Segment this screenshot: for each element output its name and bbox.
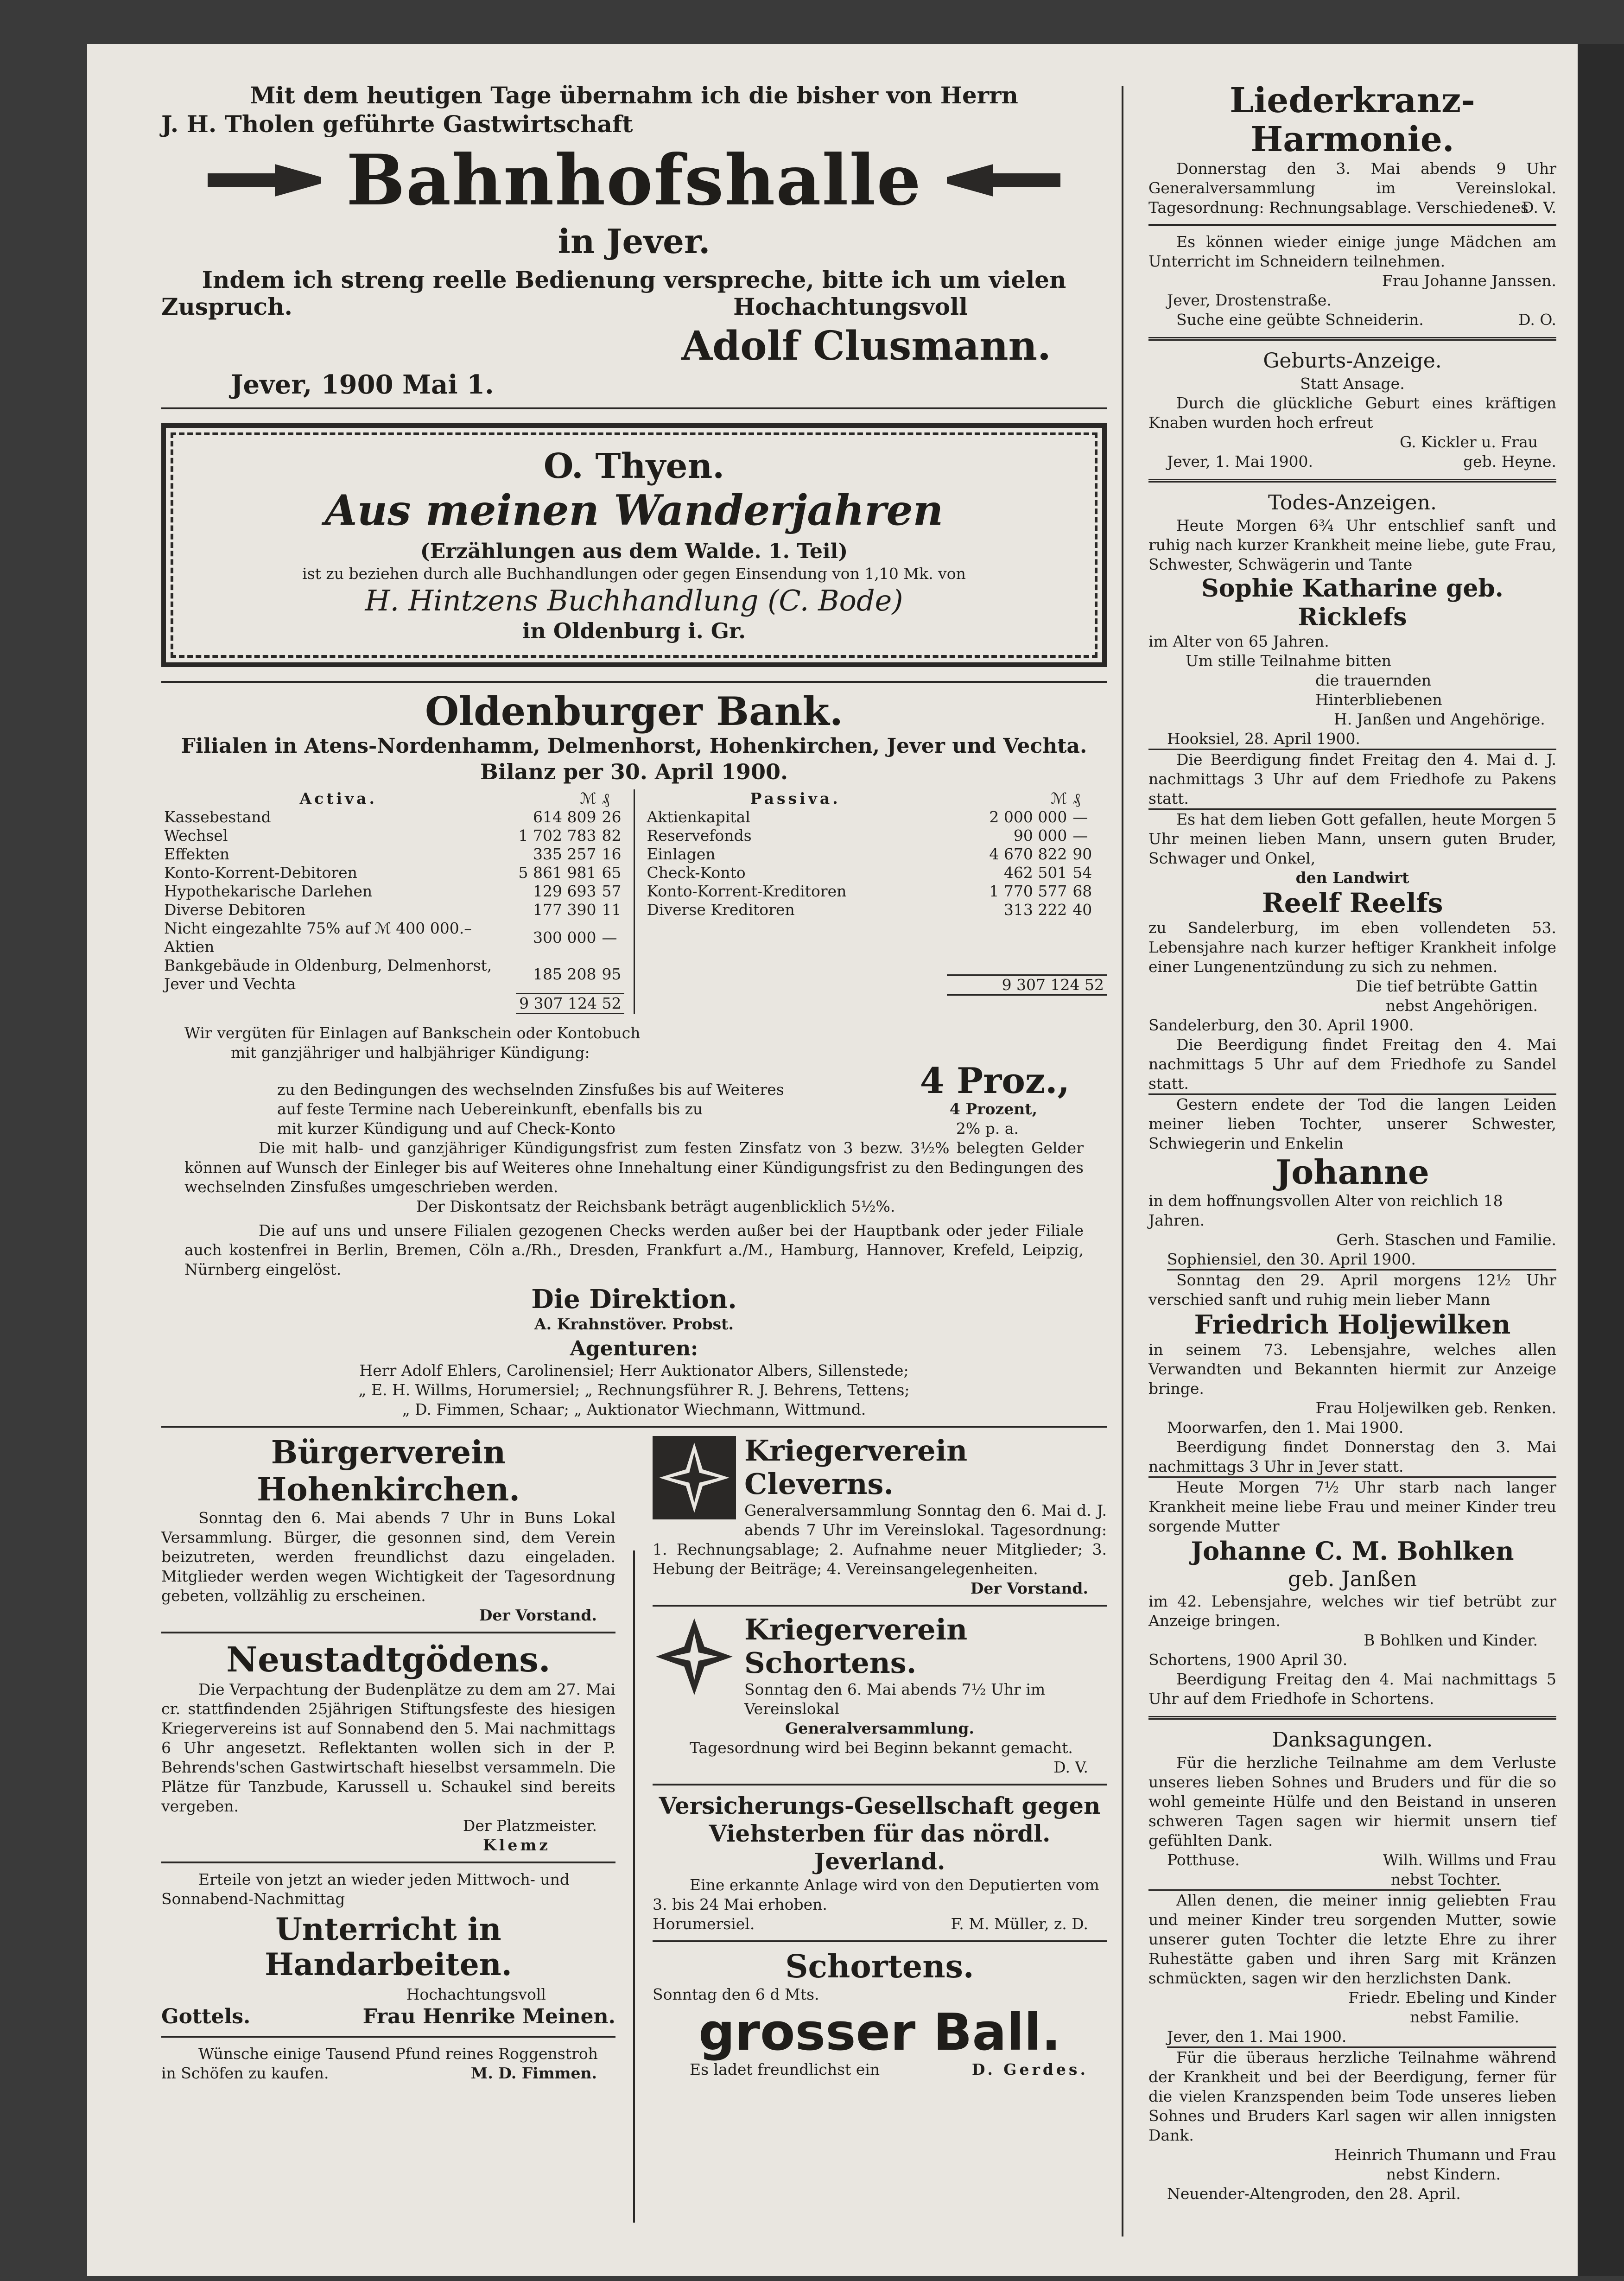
table-row: Kassebestand 614 809 26: [164, 808, 622, 826]
tod4-text: Sonntag den 29. April morgens 12½ Uhr verschied sanft und ruhig mein lieber Mann: [1148, 1271, 1556, 1309]
schneider2-text: Suche eine geübte Schneiderin.: [1176, 311, 1424, 329]
schneider-text: Es können wieder einige junge Mädchen am Unterricht im Schneidern teilnehmen.: [1148, 233, 1556, 270]
separator: [161, 407, 1107, 409]
tod4-text2: in seinem 73. Lebensjahre, welches allen Verwandten und Bekannten hiermit zur Anzeige bringe.: [1148, 1341, 1556, 1398]
bank-balance: [161, 789, 1107, 1014]
tod1-age: im Alter von 65 Jahren.: [1148, 632, 1329, 650]
tod2-text2: zu Sandelerburg, im eben vollendeten 53. Lebensjahre nach kurzer heftiger Krankheit infolge einer Lungenentzündung zu sich zu nehmen.: [1148, 919, 1556, 976]
dank1-text: Für die herzliche Teilnahme am dem Verluste unseres lieben Sohnes und Bruders und für die so wohl gemeinte Hülfe und den Beistand in unseren schweren Tagen sagen wir hiermit unsern tief gefühlten Dank.: [1148, 1754, 1556, 1849]
ball-date: Sonntag den 6 d Mts.: [653, 1985, 819, 2003]
versicherung-sign-row: [653, 1914, 1107, 1934]
lower-right: [634, 1434, 1107, 2083]
bahnhof-text2: Zuspruch.: [161, 293, 292, 320]
table-row: Bankgebäude in Oldenburg, Delmenhorst, Jever und Vechta 185 208 95: [164, 956, 622, 993]
rate-row: [184, 1119, 1084, 1138]
page-edge: [1578, 44, 1624, 2276]
tod5-name: Johanne C. M. Bohlken: [1191, 1536, 1514, 1566]
dank2-sign: Friedr. Ebeling und Kinder: [1348, 1989, 1556, 2007]
table-row: Konto-Korrent-Debitoren 5 861 981 65: [164, 864, 622, 882]
table-row: Diverse Debitoren 177 390 11: [164, 901, 622, 919]
dank2-sign2: nebst Familie.: [1410, 2008, 1519, 2026]
versicherung-place: Horumersiel.: [653, 1914, 755, 1933]
bahnhof-title: Bahnhofshalle: [346, 140, 922, 221]
dank3-date: Neuender-Altengroden, den 28. April.: [1167, 2185, 1461, 2203]
activa-table: [161, 789, 624, 1014]
separator: [161, 1862, 615, 1863]
activa-head: Activa.: [299, 789, 378, 807]
roggenstroh-ad: [161, 2044, 615, 2083]
tod4-sign: Frau Holjewilken geb. Renken.: [1315, 1399, 1556, 1417]
passiva-table: [644, 789, 1107, 996]
bahnhof-line1: Mit dem heutigen Tage übernahm ich die bisher von Herrn: [250, 82, 1018, 109]
tod4-name: Friedrich Holjewilken: [1194, 1309, 1511, 1340]
geburt-date-row: [1148, 452, 1556, 471]
thyen-book-ad: [161, 423, 1107, 667]
bahnhof-name: Adolf Clusmann.: [681, 323, 1051, 369]
activa-column: [161, 789, 635, 1014]
table-row: Aktienkapital 2 000 000 —: [647, 808, 1088, 826]
pointing-hand-right-icon: [205, 155, 326, 206]
lower-left: [161, 1434, 634, 2083]
todes-title: Todes-Anzeigen.: [1268, 491, 1437, 515]
tod3-name: Johanne: [1275, 1152, 1429, 1192]
dank1-row: [1148, 1850, 1556, 1870]
total-row: [161, 993, 624, 1013]
unterricht-title: Unterricht in Handarbeiten.: [265, 1911, 512, 1982]
currency-mark: ℳ: [1051, 789, 1067, 807]
dank1-sign2: nebst Tochter.: [1148, 1870, 1501, 1891]
buerger-text: Sonntag den 6. Mai abends 7 Uhr in Buns Lokal Versammlung. Bürger, die gesonnen sind, dem Verein beizutreten, werden freundlichst dazu eingeladen. Mitglieder werden wegen Wichtigkeit der Tagesordnung gebeten, vollzählig zu erscheinen.: [161, 1508, 615, 1605]
versicherung-sign: F. M. Müller, z. D.: [951, 1914, 1088, 1933]
tod1-text: Heute Morgen 6¾ Uhr entschlief sanft und ruhig nach kurzer Krankheit meine liebe, gute Frau, Schwester, Schwägerin und Tante: [1148, 516, 1556, 573]
unterricht-name: Frau Henrike Meinen.: [362, 2004, 615, 2028]
table-row: Check-Konto 462 501 54: [647, 864, 1092, 882]
bank-text: Die auf uns und unsere Filialen gezogenen Checks werden außer bei der Hauptbank oder jeder Filiale auch kostenfrei in Berlin, Bremen, Cöln a./Rh., Dresden, Frankfurt a./M., Hamburg, Hannover, Krefeld, Leipzig, Nürnberg eingelöst.: [184, 1221, 1084, 1278]
ball-place: Schortens.: [785, 1948, 974, 1985]
bahnhofshalle-ad: [161, 81, 1107, 401]
neustadt-sign-name: Klemz: [483, 1836, 551, 1854]
lower-ads: [161, 1434, 1107, 2083]
tod1-bitte: Um stille Teilnahme bitten: [1186, 652, 1392, 670]
geburt-title: Geburts-Anzeige.: [1263, 349, 1442, 373]
separator: [161, 681, 1107, 683]
tod5-text2: im 42. Lebensjahre, welches wir tief betrübt zur Anzeige bringen.: [1148, 1592, 1556, 1630]
thyen-title: Aus meinen Wanderjahren: [324, 486, 944, 535]
bahnhof-text-row: [161, 294, 1107, 319]
separator: [161, 1426, 1107, 1428]
tod5-sign: B Bohlken und Kinder.: [1364, 1631, 1538, 1649]
bank-text: mit ganzjähriger und halbjähriger Kündigung:: [231, 1043, 590, 1061]
todes-anzeigen: [1148, 490, 1556, 1709]
tod1-name: Sophie Katharine geb. Ricklefs: [1201, 574, 1503, 631]
unterricht-sign-row: [161, 2004, 615, 2029]
unterricht-closing: Hochachtungsvoll: [406, 1985, 546, 2003]
total-row: [644, 975, 1107, 995]
bahnhof-line2: J. H. Tholen geführte Gastwirtschaft: [161, 110, 633, 138]
right-column: [1148, 63, 1556, 2204]
separator: [161, 1632, 615, 1633]
schortens-krieger-text: Sonntag den 6. Mai abends 7½ Uhr im Vereinslokal: [744, 1680, 1046, 1718]
tod2-sign2: nebst Angehörigen.: [1385, 997, 1538, 1015]
column-rule-main: [1122, 86, 1123, 2237]
neustadt-text: Die Verpachtung der Budenplätze zu dem am 27. Mai cr. stattfindenden 25jährigen Stiftungsfeste des hiesigen Kriegervereins ist auf Sonnabend den 5. Mai nachmittags 6 Uhr angesetzt. Reflektanten wollen sich in der P. Behrends'schen Gastwirtschaft hieselbst versammeln. Die Plätze für Tanzbude, Karussell u. Schaukel sind bereits vergeben.: [161, 1680, 615, 1815]
thyen-author: O. Thyen.: [543, 446, 725, 486]
geburts-anzeige: [1148, 348, 1556, 471]
tod1-date: Hooksiel, 28. April 1900.: [1167, 730, 1360, 748]
versicherung-title: Versicherungs-Gesellschaft gegen Viehsterben für das nördl. Jeverland.: [659, 1792, 1101, 1875]
schortens-krieger-sign: D. V.: [1053, 1758, 1088, 1776]
bahnhof-title-row: [161, 140, 1107, 221]
clevern-text: Generalversammlung Sonntag den 6. Mai d. J. abends 7 Uhr im Vereinslokal. Tagesordnung: 1. Rechnungsablage; 2. Aufnahme neuer Mitglieder; 3. Hebung der Beiträge; 4. Vereinsangelegenheiten.: [653, 1501, 1107, 1578]
bank-text: auf feste Termine nach Uebereinkunft, ebenfalls bis zu: [277, 1099, 703, 1118]
ball-sign-row: [653, 2060, 1107, 2079]
liederkranz-sign: D. V.: [1522, 198, 1556, 216]
bank-direktion-names: A. Krahnstöver. Probst.: [534, 1315, 734, 1333]
schneider-ad: [1148, 232, 1556, 330]
buerger-title: Bürgerverein Hohenkirchen.: [257, 1434, 520, 1508]
passiva-head: Passiva.: [750, 789, 841, 807]
schneider2-sign: D. O.: [1518, 311, 1556, 329]
thyen-subtitle: (Erzählungen aus dem Walde. 1. Teil): [420, 540, 848, 563]
dank3-sign2: nebst Kindern.: [1386, 2165, 1501, 2183]
iron-cross-icon: [653, 1436, 736, 1519]
geburt-date: Jever, 1. Mai 1900.: [1167, 452, 1313, 470]
activa-total: 9 307 124 52: [516, 993, 624, 1013]
bank-text: Der Diskontsatz der Reichsbank beträgt augenblicklich 5½%.: [416, 1197, 895, 1215]
tod5-burial: Beerdigung Freitag den 4. Mai nachmittags 5 Uhr auf dem Friedhofe in Schortens.: [1148, 1670, 1556, 1708]
neustadt-title: Neustadtgödens.: [226, 1639, 551, 1680]
rate-row: [184, 1099, 1084, 1119]
table-row: Diverse Kreditoren 313 222 40: [647, 901, 1092, 919]
tod3-date: Sophiensiel, den 30. April 1900.: [1167, 1250, 1556, 1271]
tod2-text: Es hat dem lieben Gott gefallen, heute Morgen 5 Uhr meinen lieben Mann, unsern guten Bruder, Schwager und Onkel,: [1148, 810, 1556, 867]
tod4-date: Moorwarfen, den 1. Mai 1900.: [1167, 1418, 1404, 1436]
dank1-place: Potthuse.: [1167, 1851, 1240, 1869]
liederkranz-ad: [1148, 81, 1556, 217]
clevern-title: Kriegerverein Cleverns.: [744, 1434, 968, 1501]
geburt-sign: G. Kickler u. Frau: [1399, 433, 1538, 451]
agentur-line: Herr Adolf Ehlers, Carolinensiel; Herr Auktionator Albers, Sillenstede;: [359, 1361, 909, 1379]
separator: [653, 1605, 1107, 1607]
tod2-burial: Die Beerdigung findet Freitag den 4. Mai nachmittags 5 Uhr auf dem Friedhofe zu Sandel statt.: [1148, 1035, 1556, 1095]
bank-text: mit kurzer Kündigung und auf Check-Konto: [277, 1119, 616, 1137]
thyen-shop: H. Hintzens Buchhandlung (C. Bode): [365, 584, 903, 617]
ball-ad: [653, 1949, 1107, 2079]
separator: [161, 2036, 615, 2038]
tod3-age: in dem hoffnungsvollen Alter von reichlich 18 Jahren.: [1148, 1192, 1503, 1229]
oldenburger-bank-ad: [161, 689, 1107, 1419]
bank-name: Oldenburger Bank.: [425, 688, 843, 734]
kriegerverein-schortens-ad: [653, 1613, 1107, 1777]
buergerverein-ad: [161, 1434, 615, 1625]
bank-filialen: Filialen in Atens-Nordenhamm, Delmenhorst, Hohenkirchen, Jever und Vechta.: [181, 734, 1087, 758]
dank-title: Danksagungen.: [1272, 1728, 1433, 1752]
bahnhof-text1: Indem ich streng reelle Bedienung verspreche, bitte ich um vielen: [202, 266, 1066, 293]
schortens-krieger-title: Kriegerverein Schortens.: [744, 1613, 968, 1680]
rate-4-prozent: 4 Prozent,: [949, 1099, 1037, 1118]
separator: [653, 1940, 1107, 1942]
geburt-text: Durch die glückliche Geburt eines kräftigen Knaben wurden hoch erfreut: [1148, 394, 1556, 432]
tod2-name: Reelf Reelfs: [1262, 887, 1443, 919]
dank3-text: Für die überaus herzliche Teilnahme während der Krankheit und bei der Beerdigung, ferner für die vielen Kranzspenden beim Tode unseres lieben Sohnes und Bruders Karl sagen wir allen innigsten Dank.: [1148, 2048, 1556, 2144]
dank2-text: Allen denen, die meiner innig geliebten Frau und meiner Kinder treu sorgenden Mutter, sowie unserer guten Tochter die letzte Ehre zu ihrer Ruhestätte gaben und ihren Sarg mit Kränzen schmückten, sagen wir den herzlichsten Dank.: [1148, 1891, 1556, 1987]
schortens-krieger-bold: Generalversammlung.: [785, 1719, 974, 1737]
kriegerverein-cleverns-ad: [653, 1434, 1107, 1598]
table-row: Nicht eingezahlte 75% auf ℳ 400 000.– Aktien 300 000 —: [164, 919, 617, 956]
left-column: [161, 63, 1107, 2083]
roggen-sign: M. D. Fimmen.: [470, 2064, 597, 2082]
rate-row: [184, 1062, 1084, 1099]
bank-agenturen: Agenturen:: [570, 1336, 698, 1360]
rate-4-proz: 4 Proz.,: [920, 1060, 1070, 1101]
tod3-text: Gestern endete der Tod die langen Leiden meiner lieben Tochter, unserer Schwester, Schwiegerin und Enkelin: [1148, 1095, 1556, 1152]
buerger-sign: Der Vorstand.: [479, 1606, 597, 1624]
unterricht-lead: Erteile von jetzt an wieder jeden Mittwoch- und Sonnabend-Nachmittag: [161, 1870, 570, 1908]
separator: [653, 1784, 1107, 1785]
dank1-sign: Wilh. Willms und Frau: [1383, 1851, 1556, 1869]
table-row: Einlagen 4 670 822 90: [647, 845, 1092, 863]
table-row: Hypothekarische Darlehen 129 693 57: [164, 882, 622, 900]
bank-interest: [161, 1023, 1107, 1419]
bahnhof-place: in Jever.: [558, 222, 710, 261]
bank-text: Die mit halb- und ganzjähriger Kündigungsfrist zum festen Zinsfatz von 3 bezw. 3½% belegten Gelder können auf Wunsch der Einleger bis auf Weiteres ohne Innehaltung einer Kündigungsfrist zu den Bedingungen des wechselnden Zinsfußes umgeschrieben werden.: [184, 1138, 1084, 1196]
agentur-line: „ D. Fimmen, Schaar; „ Auktionator Wiechmann, Wittmund.: [402, 1400, 866, 1418]
bank-text: zu den Bedingungen des wechselnden Zinsfußes bis auf Weiteres: [277, 1080, 784, 1099]
clevern-sign: Der Vorstand.: [970, 1579, 1088, 1597]
tod5-nee: geb. Janßen: [1288, 1566, 1417, 1591]
separator: [1148, 337, 1556, 341]
thyen-line: ist zu beziehen durch alle Buchhandlungen oder gegen Einsendung von 1,10 Mk. von: [302, 565, 966, 583]
versicherung-text: Eine erkannte Anlage wird von den Deputierten vom 3. bis 24 Mai erhoben.: [653, 1875, 1099, 1913]
tod5-text: Heute Morgen 7½ Uhr starb nach langer Krankheit meine liebe Frau und meiner Kinder treu sorgende Mutter: [1148, 1478, 1556, 1535]
dank3-sign: Heinrich Thumann und Frau: [1334, 2146, 1556, 2164]
tod4-burial: Beerdigung findet Donnerstag den 3. Mai nachmittags 3 Uhr in Jever statt.: [1148, 1437, 1556, 1478]
schortens-krieger-text2: Tagesordnung wird bei Beginn bekannt gemacht.: [690, 1738, 1073, 1757]
currency-pfennig: ₰: [602, 789, 609, 807]
tod1-names: H. Janßen und Angehörige.: [1334, 710, 1545, 728]
passiva-total: 9 307 124 52: [947, 975, 1107, 995]
ball-invite: Es ladet freundlichst ein: [690, 2060, 880, 2078]
tod2-sign: Die tief betrübte Gattin: [1356, 977, 1538, 995]
table-row: Wechsel 1 702 783 82: [164, 826, 622, 845]
tod3-sign: Gerh. Staschen und Familie.: [1336, 1231, 1556, 1249]
tod2-role: den Landwirt: [1295, 869, 1409, 887]
ball-title: grosser Ball.: [698, 2002, 1061, 2062]
passiva-column: [635, 789, 1107, 1014]
schneider-address: Jever, Drostenstraße.: [1167, 291, 1332, 309]
currency-pfennig: ₰: [1072, 789, 1080, 807]
geburt-nee: geb. Heyne.: [1463, 452, 1556, 470]
liederkranz-text: Donnerstag den 3. Mai abends 9 Uhr Generalversammlung im Vereinslokal. Tagesordnung: Rechnungsablage. Verschiedenes: [1148, 159, 1556, 216]
separator: [1148, 224, 1556, 226]
table-row: Effekten 335 257 16: [164, 845, 622, 863]
tod2-date: Sandelerburg, den 30. April 1900.: [1148, 1016, 1414, 1034]
unterricht-place: Gottels.: [161, 2004, 251, 2028]
separator: [1148, 1716, 1556, 1720]
neustadtgoedens-ad: [161, 1640, 615, 1855]
bahnhof-date: Jever, 1900 Mai 1.: [231, 369, 494, 400]
schneider-sign: Frau Johanne Janssen.: [1382, 272, 1556, 290]
liederkranz-title: Liederkranz-Harmonie.: [1230, 81, 1475, 159]
bank-bilanz: Bilanz per 30. April 1900.: [480, 759, 788, 784]
agentur-line: „ E. H. Willms, Horumersiel; „ Rechnungsführer R. J. Behrens, Tettens;: [358, 1380, 910, 1399]
tod1-hinter: die trauernden Hinterbliebenen: [1315, 671, 1442, 709]
thyen-city: in Oldenburg i. Gr.: [522, 618, 746, 643]
dank2-date: Jever, den 1. Mai 1900.: [1167, 2027, 1556, 2048]
tod1-burial: Die Beerdigung findet Freitag den 4. Mai d. J. nachmittags 3 Uhr auf dem Friedhofe zu Pakens statt.: [1148, 749, 1556, 810]
roggen-text: Wünsche einige Tausend Pfund reines Roggenstroh in Schöfen zu kaufen.: [161, 2044, 598, 2082]
newspaper-page: [87, 44, 1578, 2276]
pointing-hand-left-icon: [942, 155, 1063, 206]
danksagungen: [1148, 1727, 1556, 2204]
versicherung-ad: [653, 1792, 1107, 1934]
bank-direktion: Die Direktion.: [531, 1283, 737, 1315]
rate-2-percent: 2% p. a.: [956, 1119, 1019, 1137]
neustadt-sign: Der Platzmeister.: [463, 1816, 597, 1835]
currency-mark: ℳ: [580, 789, 596, 807]
iron-cross-icon: [653, 1615, 736, 1698]
table-row: Konto-Korrent-Kreditoren 1 770 577 68: [647, 882, 1092, 900]
tod5-date: Schortens, 1900 April 30.: [1148, 1651, 1348, 1669]
separator: [1148, 479, 1556, 483]
geburt-statt: Statt Ansage.: [1300, 375, 1405, 393]
bank-text: Wir vergüten für Einlagen auf Bankschein oder Kontobuch: [184, 1023, 641, 1042]
ball-name: D. Gerdes.: [971, 2060, 1088, 2078]
table-row: Reservefonds 90 000 —: [647, 826, 1088, 845]
schneider2-row: [1148, 310, 1556, 330]
unterricht-ad: [161, 1870, 615, 2029]
bahnhof-closing: Hochachtungsvoll: [733, 293, 968, 320]
